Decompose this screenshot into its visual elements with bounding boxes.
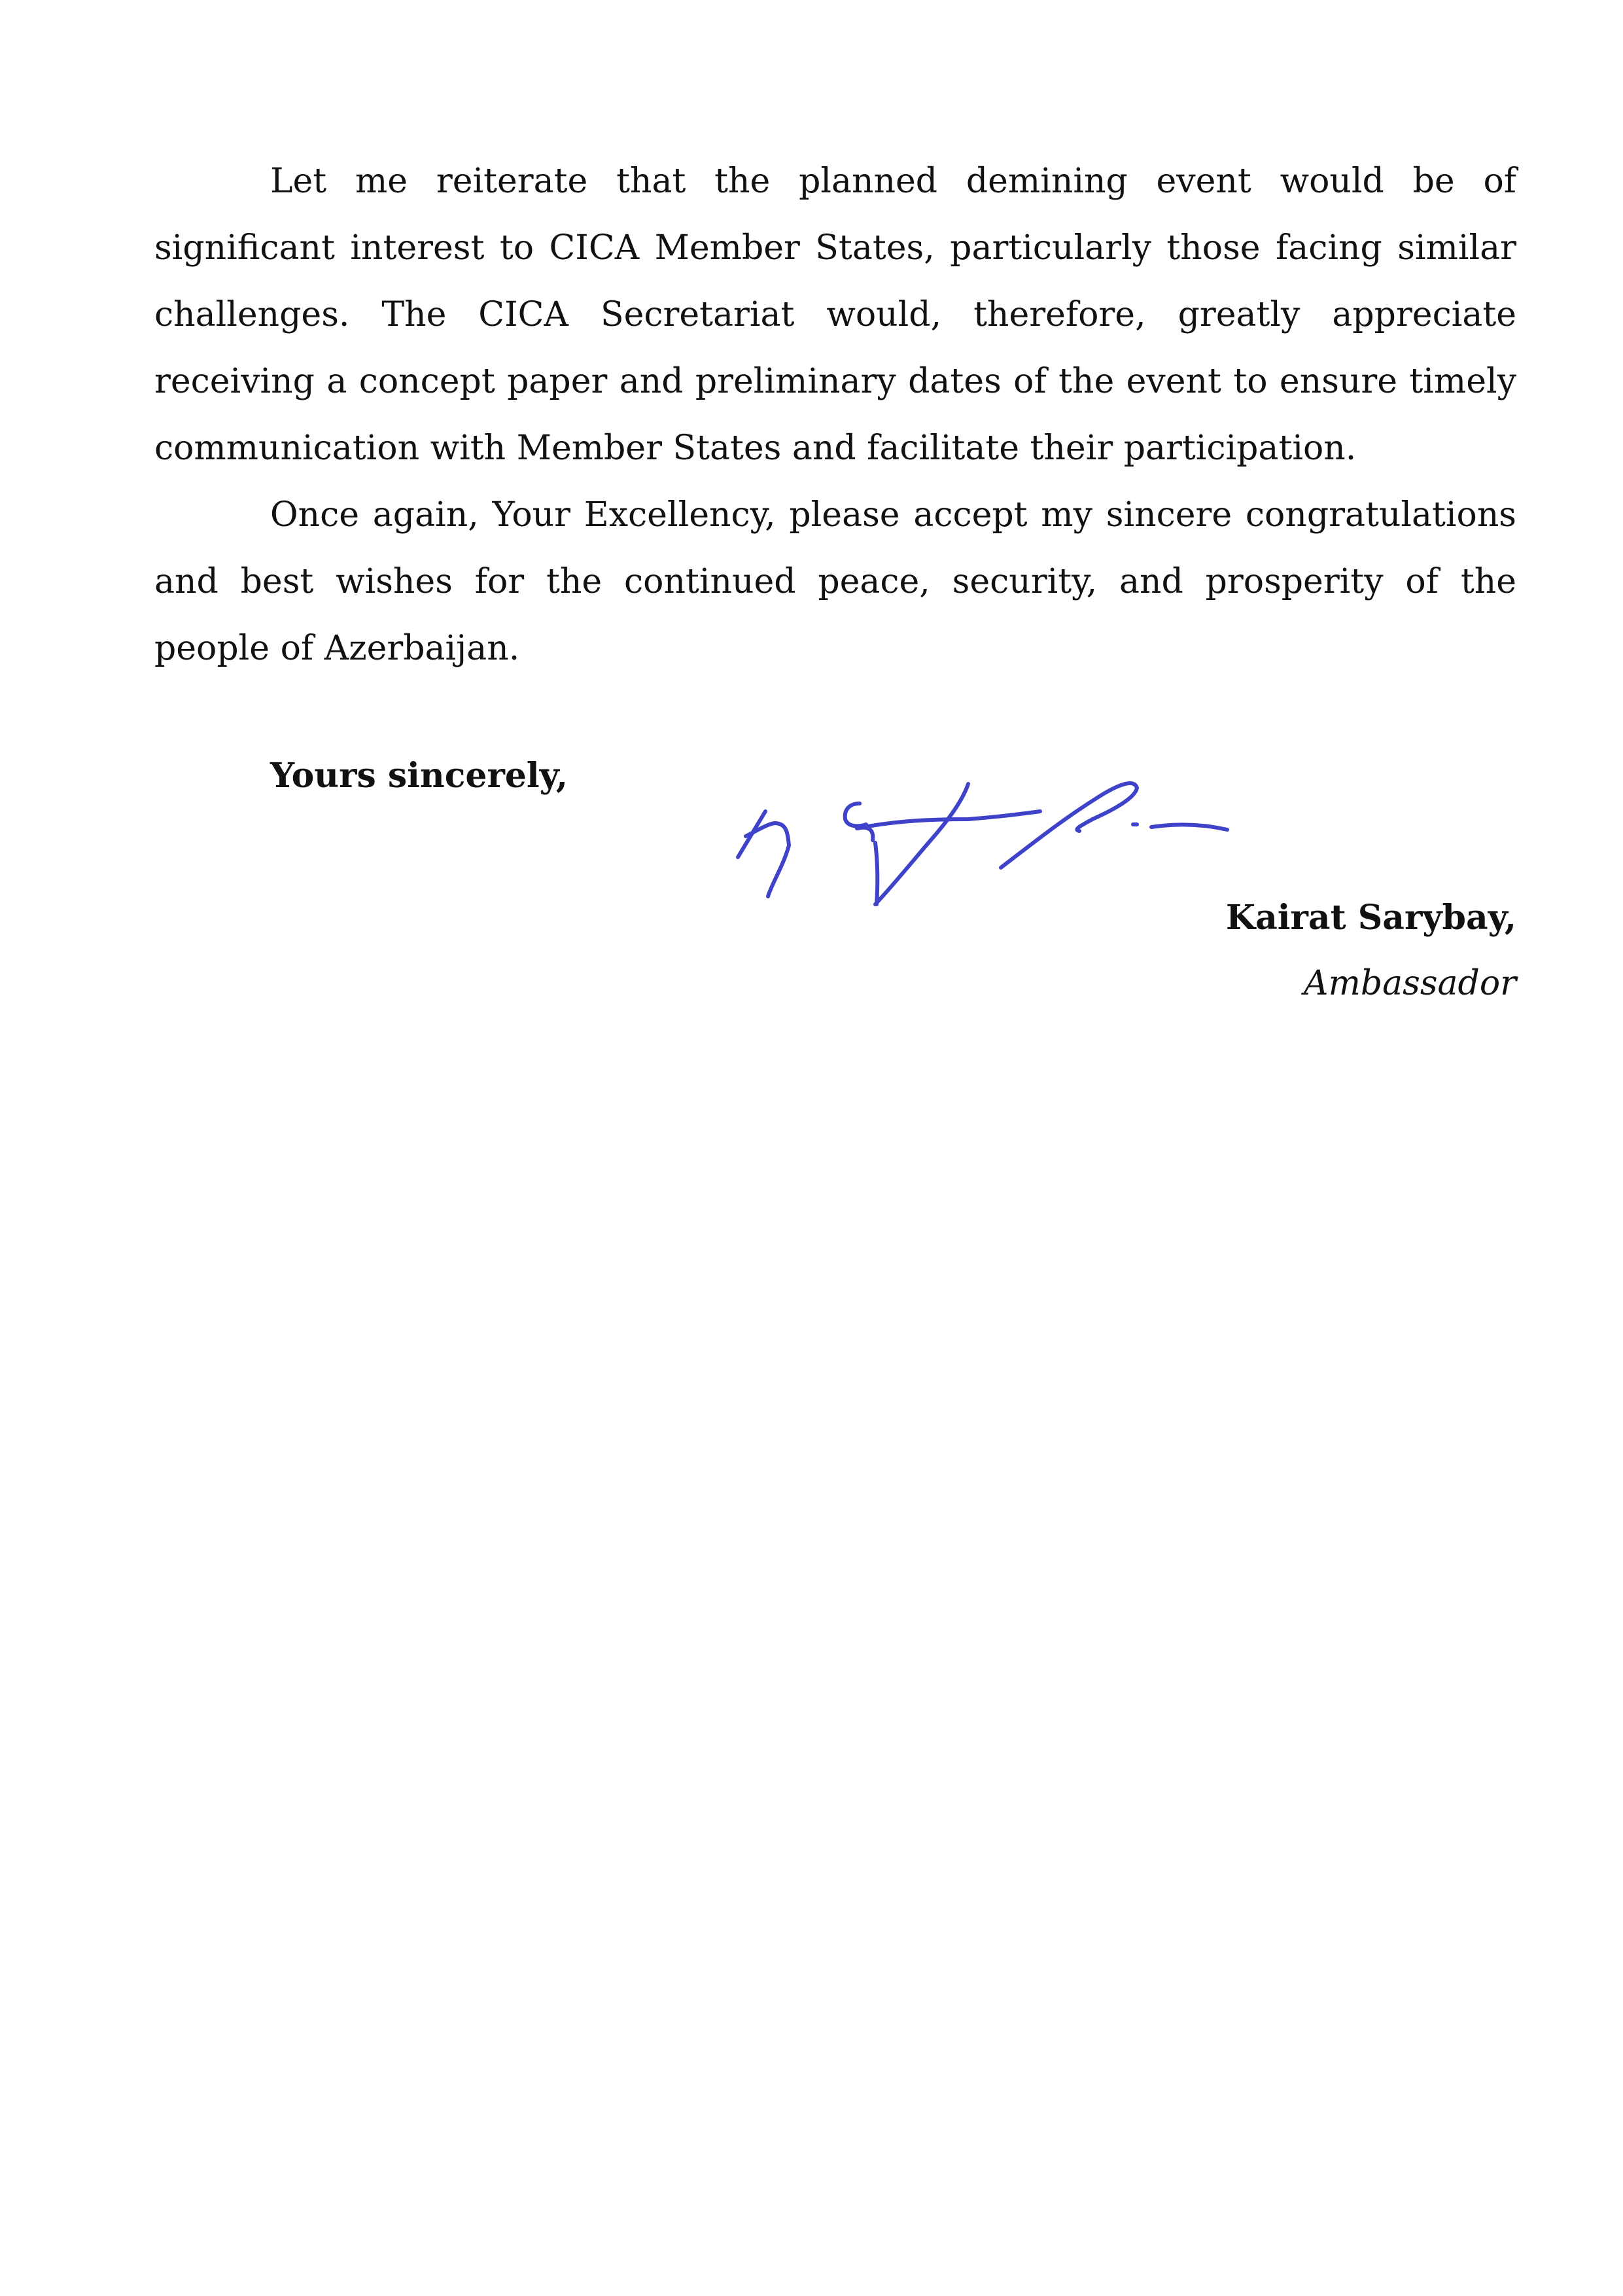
signatory-name: Kairat Sarybay, <box>1225 898 1516 938</box>
closing-salutation: Yours sincerely, <box>270 756 568 796</box>
signatory-block <box>1226 885 1516 1016</box>
handwritten-signature <box>726 759 1236 923</box>
letter-body <box>154 148 1516 682</box>
signatory-title: Ambassador <box>1304 964 1516 1003</box>
paragraph-congratulations: Once again, Your Excellency, please accept my sincere congratulations and best wishes for the continued peace, security, and prosperity of the people of Azerbaijan. <box>154 495 1516 668</box>
paragraph-demining-event: Let me reiterate that the planned demining event would be of significant interest to CICA Member States, particularly those facing similar challenges. The CICA Secretariat would, therefore, greatly appreciate receiving a concept paper and preliminary dates of the event to ensure timely communication with Member States and facilitate their participation. <box>154 162 1516 468</box>
